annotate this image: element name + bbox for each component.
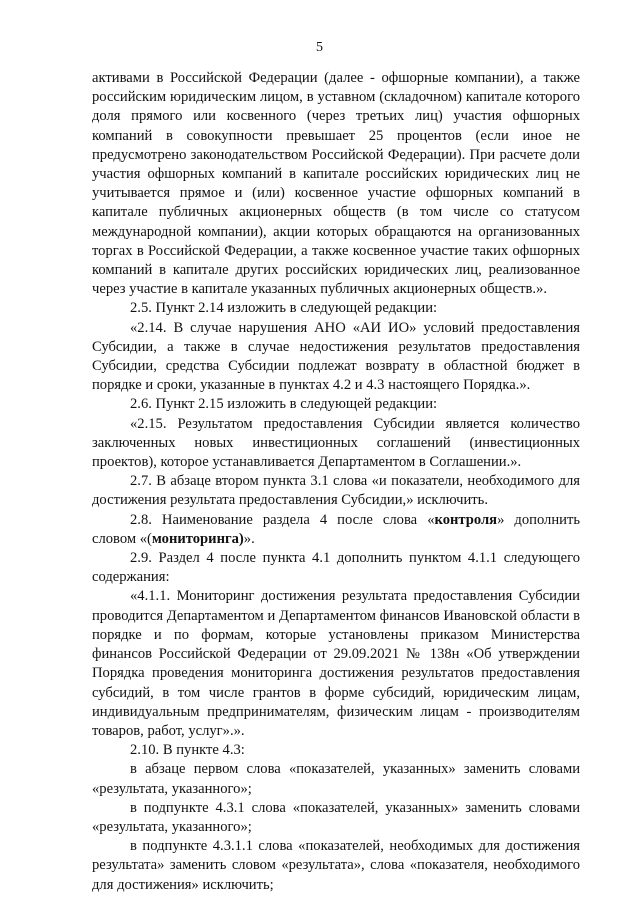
paragraph-2-8: [92, 511, 580, 549]
paragraph-2-8-text-after: ».: [243, 530, 255, 547]
bold-word-control: контроля: [434, 511, 498, 528]
paragraph-2-14-quote: «2.14. В случае нарушения АНО «АИ ИО» условий предоставления Субсидии, а также в случае недостижения результатов предоставления Субсидии, средства Субсидии подлежат возврату в областной бюджет в порядке и сроки, указанные в пунктах 4.2 и 4.3 настоящего Порядка.».: [92, 319, 580, 394]
paragraph-2-6: 2.6. Пункт 2.15 изложить в следующей редакции:: [130, 396, 438, 413]
paragraph-2-15-quote: «2.15. Результатом предоставления Субсидии является количество заключенных новых инвестиционных соглашений (инвестиционных проектов), которое устанавливается Департаментом в Соглашении.».: [92, 415, 580, 471]
paragraph-2-8-text-before: 2.8. Наименование раздела 4 после слова «: [130, 511, 435, 528]
page-number: 5: [316, 40, 323, 55]
paragraph-first-abzac: в абзаце первом слова «показателей, указанных» заменить словами «результата, указанного»;: [92, 761, 580, 797]
document-body: [92, 69, 580, 895]
paragraph-2-10: 2.10. В пункте 4.3:: [130, 742, 245, 759]
bold-word-monitoring: мониторинга): [151, 530, 244, 547]
paragraph-subpoint-4-3-1: в подпункте 4.3.1 слова «показателей, указанных» заменить словами «результата, указанного»;: [92, 799, 580, 835]
paragraph-offshore-companies: активами в Российской Федерации (далее - офшорные компании), а также российским юридическим лицом, в уставном (складочном) капитале которого доля прямого или косвенного (через третьих лиц) участия офшорных компаний в совокупности превышает 25 процентов (если иное не предусмотрено законодательством Российской Федерации). При расчете доли участия офшорных компаний в капитале российских юридических лиц не учитывается прямое и (или) косвенное участие офшорных компаний в капитале публичных акционерных обществ (в том числе со статусом международной компании), акции которых обращаются на организованных торгах в Российской Федерации, а также косвенное участие таких офшорных компаний в капитале других российских юридических лиц, реализованное через участие в капитале указанных публичных акционерных обществ.».: [92, 70, 580, 298]
paragraph-2-7: 2.7. В абзаце втором пункта 3.1 слова «и показатели, необходимого для достижения результата предоставления Субсидии,» исключить.: [92, 473, 580, 509]
paragraph-2-9: 2.9. Раздел 4 после пункта 4.1 дополнить пунктом 4.1.1 следующего содержания:: [92, 550, 580, 586]
paragraph-subpoint-4-3-1-1: в подпункте 4.3.1.1 слова «показателей, необходимых для достижения результата» заменить словом «результата», слова «показателя, необходимого для достижения» исключить;: [92, 838, 580, 893]
paragraph-4-1-1-quote: «4.1.1. Мониторинг достижения результата предоставления Субсидии проводится Департаментом и Департаментом финансов Ивановской области в порядке и по формам, которые установлены приказом Министерства финансов Российской Федерации от 29.09.2021 № 138н «Об утверждении Порядка проведения мониторинга достижения результатов предоставления субсидий, в том числе грантов в форме субсидий, юридическим лицам, индивидуальным предпринимателям, физическим лицам - производителям товаров, работ, услуг».».: [92, 588, 580, 739]
paragraph-2-8-text-middle: » дополнить словом «(: [92, 511, 580, 547]
paragraph-2-5: 2.5. Пункт 2.14 изложить в следующей редакции:: [130, 300, 438, 317]
